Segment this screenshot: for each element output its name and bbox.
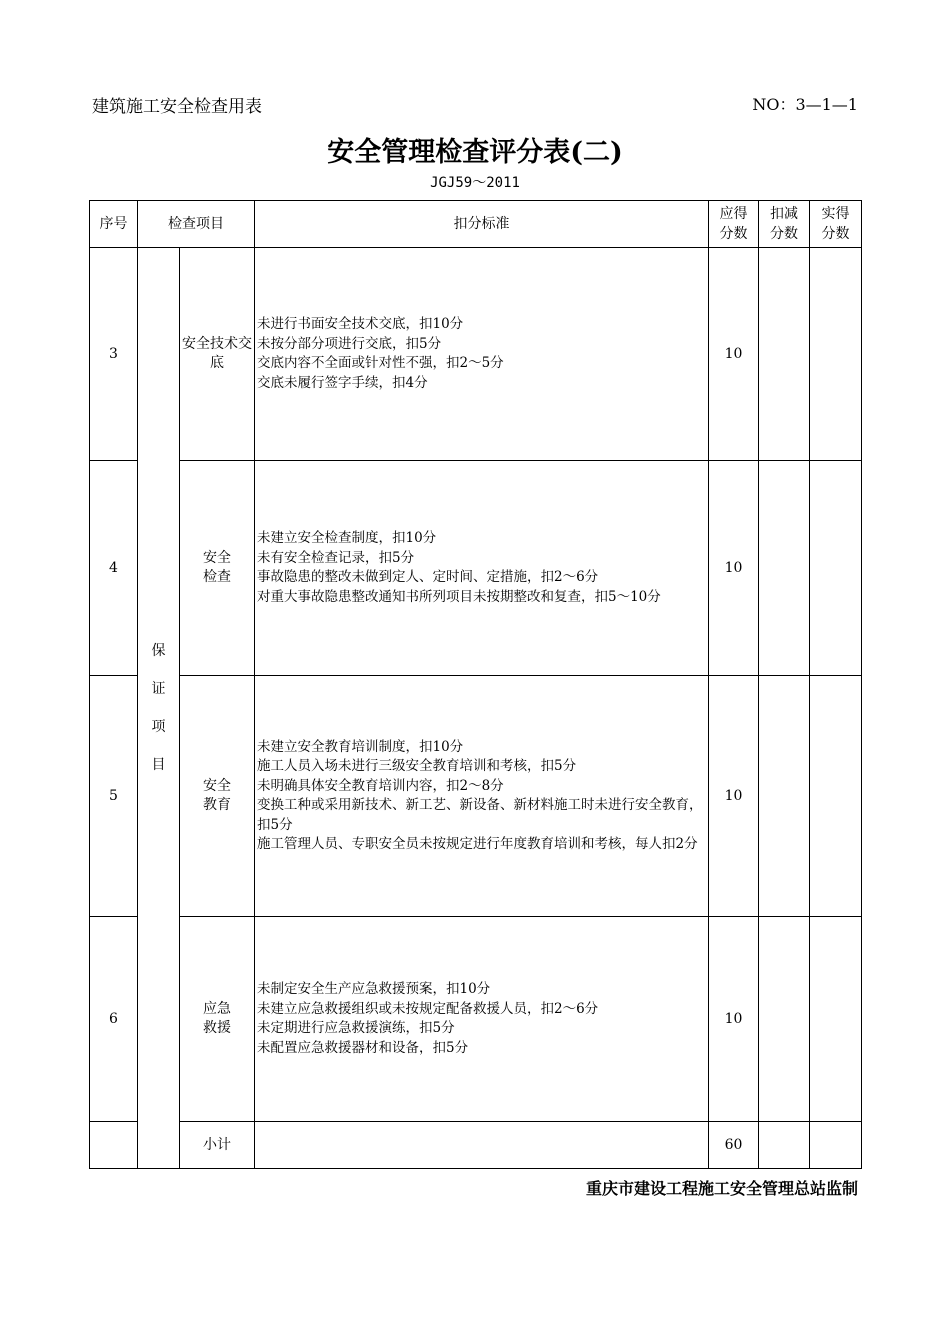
row-item-text: 安全检查 bbox=[203, 550, 231, 585]
col-header-criteria: 扣分标准 bbox=[255, 201, 709, 248]
criteria-line: 事故隐患的整改未做到定人、定时间、定措施，扣2～6分 bbox=[257, 569, 599, 585]
category-char: 证 bbox=[151, 681, 166, 697]
row-due: 10 bbox=[709, 917, 759, 1122]
row-item-text: 应急救援 bbox=[203, 1001, 231, 1036]
row-seq: 5 bbox=[90, 676, 138, 917]
row-item bbox=[180, 461, 255, 676]
criteria-line: 未进行书面安全技术交底，扣10分 bbox=[257, 316, 464, 332]
col-header-actual-text: 实得分数 bbox=[821, 206, 850, 242]
row-item-text: 安全技术交底 bbox=[182, 336, 252, 371]
row-seq: 6 bbox=[90, 917, 138, 1122]
criteria-line: 未有安全检查记录，扣5分 bbox=[257, 549, 415, 566]
row-due: 10 bbox=[709, 248, 759, 461]
row-seq: 4 bbox=[90, 461, 138, 676]
criteria-line: 未建立安全检查制度，扣10分 bbox=[257, 530, 437, 546]
table-row bbox=[90, 676, 862, 917]
criteria-line: 未明确具体安全教育培训内容，扣2～8分 bbox=[257, 777, 504, 794]
row-item bbox=[180, 676, 255, 917]
row-seq: 3 bbox=[90, 248, 138, 461]
row-due: 10 bbox=[709, 676, 759, 917]
category-char: 保 bbox=[151, 643, 166, 659]
table-row bbox=[90, 461, 862, 676]
row-deduct[interactable] bbox=[759, 917, 810, 1122]
subtotal-label: 小计 bbox=[180, 1122, 255, 1169]
col-header-deduct-text: 扣减分数 bbox=[770, 206, 798, 242]
category-char: 目 bbox=[151, 757, 166, 773]
subtotal-criteria bbox=[255, 1122, 709, 1169]
row-deduct[interactable] bbox=[759, 676, 810, 917]
row-due: 10 bbox=[709, 461, 759, 676]
criteria-line: 未建立安全教育培训制度，扣10分 bbox=[257, 738, 464, 755]
table-row bbox=[90, 248, 862, 461]
form-series-label: 建筑施工安全检查用表 bbox=[92, 97, 262, 117]
row-criteria bbox=[255, 917, 709, 1122]
criteria-line: 对重大事故隐患整改通知书所列项目未按期整改和复查，扣5～10分 bbox=[257, 588, 661, 605]
subtotal-seq bbox=[90, 1122, 138, 1169]
col-header-actual bbox=[810, 201, 862, 248]
row-actual[interactable] bbox=[810, 917, 862, 1122]
row-item-text: 安全教育 bbox=[203, 778, 231, 813]
criteria-line: 未配置应急救援器材和设备，扣5分 bbox=[257, 1039, 469, 1056]
row-deduct[interactable] bbox=[759, 248, 810, 461]
page-title: 安全管理检查评分表(二) bbox=[327, 137, 623, 168]
table-row bbox=[90, 917, 862, 1122]
criteria-line: 变换工种或采用新技术、新工艺、新设备、新材料施工时未进行安全教育，扣5分 bbox=[257, 797, 703, 833]
row-criteria bbox=[255, 248, 709, 461]
row-deduct[interactable] bbox=[759, 461, 810, 676]
row-actual[interactable] bbox=[810, 676, 862, 917]
header-row bbox=[90, 201, 862, 248]
col-header-due bbox=[709, 201, 759, 248]
criteria-line: 交底内容不全面或针对性不强，扣2～5分 bbox=[257, 355, 504, 371]
criteria-line: 施工人员入场未进行三级安全教育培训和考核，扣5分 bbox=[257, 758, 577, 774]
criteria-line: 未定期进行应急救援演练，扣5分 bbox=[257, 1020, 455, 1036]
score-table bbox=[89, 200, 862, 1169]
category-char: 项 bbox=[151, 719, 166, 735]
standard-code: JGJ59～2011 bbox=[430, 175, 520, 191]
subtotal-deduct[interactable] bbox=[759, 1122, 810, 1169]
col-header-deduct bbox=[759, 201, 810, 248]
col-header-item: 检查项目 bbox=[138, 201, 255, 248]
row-actual[interactable] bbox=[810, 248, 862, 461]
criteria-line: 未建立应急救援组织或未按规定配备救援人员，扣2～6分 bbox=[257, 1000, 599, 1017]
row-criteria bbox=[255, 461, 709, 676]
row-item bbox=[180, 248, 255, 461]
category-cell bbox=[138, 248, 180, 1169]
criteria-line: 交底未履行签字手续，扣4分 bbox=[257, 374, 428, 391]
category-label bbox=[151, 632, 167, 784]
subtotal-actual[interactable] bbox=[810, 1122, 862, 1169]
form-number: NO：3—1—1 bbox=[752, 95, 858, 114]
row-item bbox=[180, 917, 255, 1122]
col-header-seq: 序号 bbox=[90, 201, 138, 248]
subtotal-row bbox=[90, 1122, 862, 1169]
row-criteria bbox=[255, 676, 709, 917]
subtotal-due: 60 bbox=[709, 1122, 759, 1169]
criteria-line: 未制定安全生产应急救援预案，扣10分 bbox=[257, 981, 491, 997]
criteria-line: 施工管理人员、专职安全员未按规定进行年度教育培训和考核，每人扣2分 bbox=[257, 836, 698, 852]
row-actual[interactable] bbox=[810, 461, 862, 676]
issuer-footer: 重庆市建设工程施工安全管理总站监制 bbox=[585, 1179, 858, 1198]
col-header-due-text: 应得分数 bbox=[719, 206, 748, 242]
criteria-line: 未按分部分项进行交底，扣5分 bbox=[257, 335, 442, 352]
